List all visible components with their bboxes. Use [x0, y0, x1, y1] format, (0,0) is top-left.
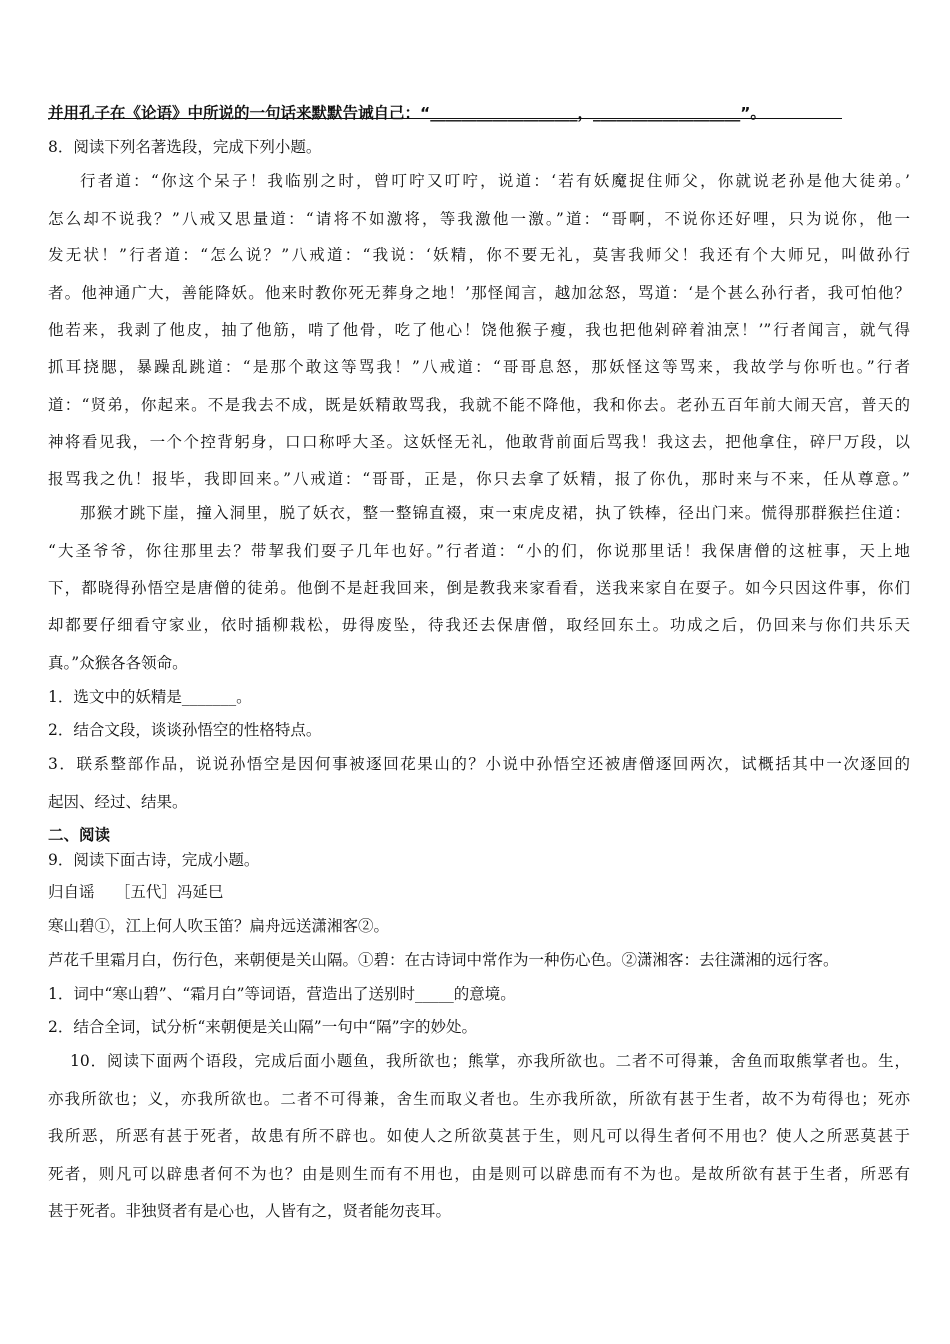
q10-line: 10．阅读下面两个语段，完成后面小题鱼，我所欲也；熊掌，亦我所欲也。二者不可得兼，舍鱼而取熊掌者也。生，: [70, 1052, 910, 1070]
q9-poem-title: 归自谣 ［五代］冯延巳: [48, 883, 224, 901]
q10-line: 我所恶，所恶有甚于死者，故患有所不辟也。如使人之所欲莫甚于生，则凡可以得生者何不用也？使人之所恶莫甚于: [48, 1127, 910, 1145]
q8-p2-line: 那猴才跳下崖，撞入洞里，脱了妖衣，整一整锦直裰，束一束虎皮裙，执了铁棒，径出门来。慌得那群猴拦住道：: [80, 504, 910, 522]
q8-p1-line: 道：“贤弟，你起来。不是我去不成，既是妖精敢骂我，我就不能不降他，我和你去。老孙五百年前大闹天宫，普天的: [48, 396, 910, 414]
q8-sub1: 1．选文中的妖精是_______。: [48, 688, 252, 706]
q8-p1-line: 他若来，我剥了他皮，抽了他筋，啃了他骨，吃了他心！饶他猴子瘦，我也把他剁碎着油烹！’”行者闻言，就气得: [48, 321, 910, 339]
q8-title: 8．阅读下列名著选段，完成下列小题。: [48, 138, 322, 156]
q10-line: 亦我所欲也；义，亦我所欲也。二者不可得兼，舍生而取义者也。生亦我所欲，所欲有甚于生者，故不为苟得也；死亦: [48, 1090, 910, 1108]
q8-p1-line: 发无状！”行者道：“怎么说？”八戒道：“我说：‘妖精，你不要无礼，莫害我师父！我还有个大师兄，叫做孙行: [48, 246, 910, 264]
intro-underline: [48, 118, 842, 119]
q9-poem-line: 芦花千里霜月白，伤行色，来朝便是关山隔。①碧：在古诗词中常作为一种伤心色。②潇湘客：去往潇湘的远行客。: [48, 951, 839, 969]
q8-p1-line: 行者道：“你这个呆子！我临别之时，曾叮咛又叮咛，说道：‘若有妖魔捉住师父，你就说老孙是他大徒弟。’: [80, 172, 910, 190]
q9-sub2: 2．结合全词，试分析“来朝便是关山隔”一句中“隔”字的妙处。: [48, 1018, 478, 1036]
q9-poem-line: 寒山碧①，江上何人吹玉笛？扁舟远送潇湘客②。: [48, 917, 390, 935]
q9-sub1: 1．词中“寒山碧”、“霜月白”等词语，营造出了送别时_____的意境。: [48, 985, 516, 1003]
q8-p2-line: “大圣爷爷，你往那里去？带挈我们耍子几年也好。”行者道：“小的们，你说那里话！我保唐僧的这桩事，天上地: [48, 542, 910, 560]
q9-title: 9．阅读下面古诗，完成小题。: [48, 851, 260, 869]
q8-p1-line: 怎么却不说我？”八戒又思量道：“请将不如激将，等我激他一激。”道：“哥啊，不说你还好哩，只为说你，他一: [48, 210, 910, 228]
q8-p2-line: 下，都晓得孙悟空是唐僧的徒弟。他倒不是赶我回来，倒是教我来家看看，送我来家自在耍子。如今只因这件事，你们: [48, 579, 910, 597]
q8-p1-line: 神将看见我，一个个控背躬身，口口称呼大圣。这妖怪无礼，他敢背前面后骂我！我这去，把他拿住，碎尸万段，以: [48, 433, 910, 451]
q10-line: 死者，则凡可以辟患者何不为也？由是则生而有不用也，由是则可以辟患而有不为也。是故所欲有甚于生者，所恶有: [48, 1165, 910, 1183]
q8-sub3-line: 3．联系整部作品，说说孙悟空是因何事被逐回花果山的？小说中孙悟空还被唐僧逐回两次，试概括其中一次逐回的: [48, 755, 910, 773]
q8-sub3-line: 起因、经过、结果。: [48, 793, 188, 811]
q8-p2-line: 真。”众猴各各领命。: [48, 654, 188, 672]
intro-text: 并用孔子在《论语》中所说的一句话来默默告诫自己：“___________________，___________________”。: [48, 104, 766, 122]
q8-sub2: 2．结合文段，谈谈孙悟空的性格特点。: [48, 721, 322, 739]
q8-p2-line: 却都要仔细看守家业，依时插柳栽松，毋得废坠，待我还去保唐僧，取经回东土。功成之后，仍回来与你们共乐天: [48, 616, 910, 634]
q8-p1-line: 抓耳挠腮，暴躁乱跳道：“是那个敢这等骂我！”八戒道：“哥哥息怒，那妖怪这等骂来，我故学与你听也。”行者: [48, 358, 910, 376]
q8-p1-line: 报骂我之仇！报毕，我即回来。”八戒道：“哥哥，正是，你只去拿了妖精，报了你仇，那时来与不来，任从尊意。”: [48, 470, 910, 488]
q10-line: 甚于死者。非独贤者有是心也，人皆有之，贤者能勿丧耳。: [48, 1202, 452, 1220]
intro-line: [48, 103, 910, 123]
q8-p1-line: 者。他神通广大，善能降妖。他来时教你死无葬身之地！’那怪闻言，越加忿怒，骂道：‘是个甚么孙行者，我可怕他？: [48, 284, 910, 302]
section-heading: 二、阅读: [48, 826, 111, 844]
